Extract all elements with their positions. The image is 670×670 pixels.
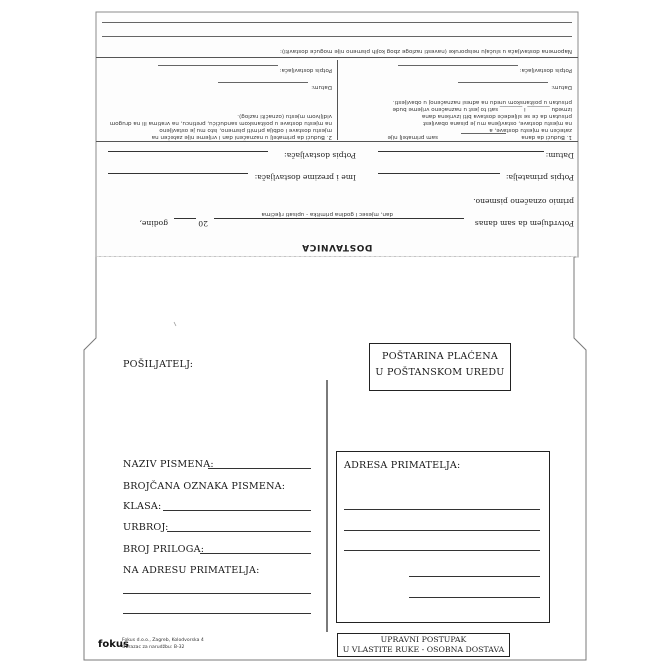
broj-priloga-label: BROJ PRILOGA: [123,544,205,555]
year-line[interactable] [174,218,196,219]
adresa-field-1[interactable] [344,509,540,510]
section-separator [96,141,578,142]
adresa-field-3[interactable] [344,550,540,551]
naziv-pismena-label: NAZIV PISMENA: [123,459,214,470]
godine-label: godine, [139,219,168,228]
imprint-line-2: Obrazac za narudžbu: B-32 [122,645,185,650]
potpis-small-right: Potpis dostavljača: [279,67,332,73]
dostavnica-title: DOSTAVNICA [301,242,373,252]
note-left: 1. Budući da dana zatečen na mjestu dostave, a na mjestu dostave, ostavljena mu je pisana obavijest prisutan da će se slijedeće dostava biti izvršena dana između ________ i ________ sati to jest u naznačeno vrijeme bude prisutan u poštanskom uredu na adresi naznačenoj u obavijesti. [392,99,572,140]
postarina-line-1: POŠTARINA PLAĆENA [382,351,498,362]
potpis-small-right-line[interactable] [158,65,278,66]
adresa-field-5[interactable] [409,597,540,598]
urbroj-label: URBROJ: [123,522,169,533]
datum-hint: dan, mjesec i godina primitka - upisati riječima [261,211,393,217]
lower-separator [96,57,578,58]
upravni-line-2: U VLASTITE RUKE - OSOBNA DOSTAVA [342,644,505,654]
potpis-small-left-line[interactable] [398,65,518,66]
adresa-primatelja-box [336,451,550,623]
dostavnica-section [96,12,578,257]
na-adresu-label: NA ADRESU PRIMATELJA: [123,565,260,576]
posiljatelj-label: POŠILJATELJ: [123,359,194,370]
klasa-label: KLASA: [123,501,162,512]
broj-priloga-field[interactable] [200,553,311,554]
note-date-line[interactable] [461,133,506,134]
potpis-dostavljaca-line[interactable] [108,151,268,152]
urbroj-field[interactable] [167,531,311,532]
datum-label: Datum: [545,151,574,160]
postarina-placena-box [369,343,511,391]
datum-small-left: Datum: [551,84,572,90]
klasa-field[interactable] [163,510,311,511]
ime-prezime-label: Ime i prezime dostavljača: [254,173,356,182]
brojcana-oznaka-label: BROJČANA OZNAKA PISMENA: [123,481,286,492]
potpis-primatelja-label: Potpis primatelja: [505,173,574,182]
year-prefix: 20 [198,219,208,228]
note-divider [337,60,338,140]
adresa-field-2[interactable] [344,530,540,531]
fokus-logo: fokus [98,639,129,650]
datum-line[interactable] [378,151,544,152]
napomena-line-1[interactable] [102,36,572,37]
datum-small-right-line[interactable] [218,82,308,83]
na-adresu-field-1[interactable] [123,593,311,594]
adresa-field-4[interactable] [409,576,540,577]
datum-small-left-line[interactable] [458,82,548,83]
napomena-line-2[interactable] [102,22,572,23]
datum-small-right: Datum: [311,84,332,90]
potvrdjujem-label: Potvrđujem da sam danas [474,219,574,228]
primio-label: primio označeno pismeno. [473,197,574,206]
note-right: 2. Budući da primatelj u naznačeni dan i vrijeme nije zatečen na mjestu dostave i odbija primiti pismeno, isto mu je ostavljeno na mjestu dostave u poštanskom sandučiću, pretincu, na vratima ili na drugom vidljivom mjestu (označiti razlog). [109,113,332,140]
naziv-pismena-field[interactable] [208,468,311,469]
ime-prezime-line[interactable] [108,173,248,174]
upravni-line-1: UPRAVNI POSTUPAK [380,635,467,644]
adresa-primatelja-label: ADRESA PRIMATELJA: [344,460,461,471]
upravni-postupak-box [337,633,510,657]
na-adresu-field-2[interactable] [123,613,311,614]
imprint-line-1: Fokus d.o.o., Zagreb, Kolodvorska 4 [122,638,204,643]
potpis-dostavljaca-label: Potpis dostavljača: [284,151,356,160]
potvrdjujem-line[interactable] [214,218,464,219]
postarina-line-2: U POŠTANSKOM UREDU [375,366,505,378]
potpis-small-left: Potpis dostavljača: [519,67,572,73]
potpis-primatelja-line[interactable] [378,173,500,174]
napomena-label: Napomena dostavljača u slučaju neisporuke (navesti razloge zbog kojih pismeno nije moguće dostaviti): [280,48,572,54]
note-left-sam: sam primatelj nije [387,134,438,140]
